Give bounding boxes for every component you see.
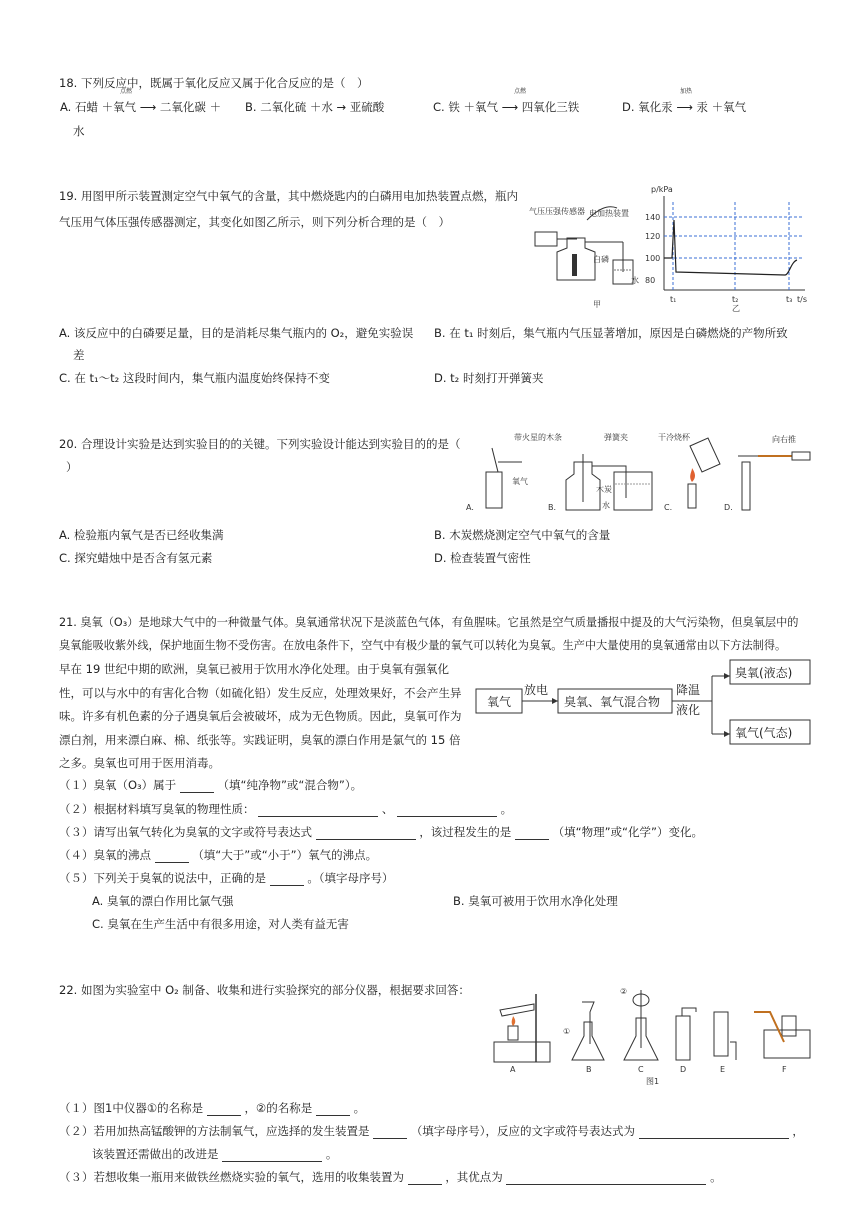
ytick-label: 120 <box>645 232 661 241</box>
q22-sub2-c: ， <box>792 1124 804 1138</box>
q19-option-a[interactable]: A. 该反应中的白磷要足量，目的是消耗尽集气瓶内的 O₂，避免实验误 <box>59 326 414 340</box>
q22-sub3 <box>59 1169 722 1185</box>
q21-sub2-blank2[interactable] <box>397 803 497 817</box>
q21-sub4-b: （填“大于”或“小于”）氧气的沸点。 <box>192 848 378 862</box>
exp-d <box>724 434 810 512</box>
flow-oxygen: 氧气 <box>487 695 512 709</box>
q21-flowchart <box>472 656 814 748</box>
ytick-label: 100 <box>645 254 661 263</box>
q21-sub5-option-a[interactable]: A. 臭氧的漂白作用比氯气强 <box>92 894 234 908</box>
label-yi: 乙 <box>732 304 740 313</box>
q21-sub4 <box>59 847 377 863</box>
q18-cond-c: 点燃 <box>514 88 527 95</box>
exp-a-gas: 氧气 <box>512 477 528 486</box>
exp-d-push: 向右推 <box>772 435 796 444</box>
marker-2: ② <box>620 987 628 996</box>
q21-text-line7: 之多。臭氧也可用于医用消毒。 <box>59 756 220 770</box>
q22-sub2-d: 该装置还需做出的改进是 <box>92 1147 219 1161</box>
q19-option-c[interactable]: C. 在 t₁～t₂ 这段时间内，集气瓶内温度始终保持不变 <box>59 371 330 385</box>
q20-option-c[interactable]: C. 探究蜡烛中是否含有氢元素 <box>59 551 213 565</box>
label-a: A <box>510 1065 516 1074</box>
q22-sub3-c: 。 <box>710 1170 722 1184</box>
xtick-t1: t₁ <box>670 295 677 304</box>
flow-discharge: 放电 <box>524 683 549 697</box>
marker-1: ① <box>563 1027 571 1036</box>
q21-sub1-b: （填“纯净物”或“混合物”）。 <box>217 778 363 792</box>
q19-option-d[interactable]: D. t₂ 时刻打开弹簧夹 <box>434 371 544 385</box>
q21-sub1 <box>59 777 362 793</box>
xtick-t3: t₃ <box>786 295 793 304</box>
label-d: D <box>680 1065 687 1074</box>
graph-ylabel: p/kPa <box>651 185 673 194</box>
flow-mixture: 臭氧、氧气混合物 <box>564 695 661 709</box>
q22-sub2-cont <box>92 1146 337 1162</box>
q22-sub3-blank2[interactable] <box>506 1171 706 1185</box>
q19-option-b[interactable]: B. 在 t₁ 时刻后，集气瓶内气压显著增加，原因是白磷燃烧的产物所致 <box>434 326 788 340</box>
label-jia: 甲 <box>593 300 601 309</box>
q21-sub2-blank1[interactable] <box>258 803 378 817</box>
q22-figure <box>486 982 816 1090</box>
q21-sub2 <box>59 801 512 817</box>
exp-a-label: A. <box>466 503 474 512</box>
xtick-t2: t₂ <box>732 295 739 304</box>
ytick-label: 80 <box>645 276 656 285</box>
exp-d-label: D. <box>724 503 733 512</box>
q19-option-a-cont: 差 <box>73 348 85 362</box>
flow-cool: 降温 <box>676 683 701 697</box>
q21-sub5-option-b[interactable]: B. 臭氧可被用于饮用水净化处理 <box>453 894 618 908</box>
q22-stem: 22. 如图为实验室中 O₂ 制备、收集和进行实验探究的部分仪器，根据要求回答： <box>59 983 470 997</box>
exp-c-label: C. <box>664 503 673 512</box>
water-label: 水 <box>631 276 639 285</box>
q19-stem-line1: 19. 用图甲所示装置测定空气中氧气的含量，其中燃烧匙内的白磷用电加热装置点燃，瓶内 <box>59 189 518 203</box>
q21-text-line1: 21. 臭氧（O₃）是地球大气中的一种微量气体。臭氧通常状况下是淡蓝色气体，有鱼腥味。它虽然是空气质量播报中提及的大气污染物，但臭氧层中的 <box>59 616 799 629</box>
q20-option-a[interactable]: A. 检验瓶内氧气是否已经收集满 <box>59 528 224 542</box>
q22-sub1-b: ，②的名称是 <box>244 1101 313 1115</box>
pressure-graph <box>645 185 807 313</box>
exp-a <box>466 432 562 512</box>
q21-text-line2: 臭氧能吸收紫外线，保护地面生物不受伤害。在放电条件下，空气中有极少量的氧气可以转化为臭氧。生产中大量使用的臭氧通常由以下方法制得。 <box>59 639 787 652</box>
flow-oxygen-gas: 氧气(气态) <box>735 726 793 740</box>
q18-option-a-cont: 水 <box>73 124 85 138</box>
q22-sub3-blank1[interactable] <box>408 1171 442 1185</box>
q21-sub5-a: （５）下列关于臭氧的说法中，正确的是 <box>59 871 266 885</box>
apparatus-jia <box>529 206 639 309</box>
exp-b-label: B. <box>548 503 557 512</box>
caption-fig1: 图1 <box>646 1077 660 1086</box>
q21-text-line5: 味。许多有机色素的分子遇臭氧后会被破坏，成为无色物质。因此，臭氧可作为 <box>59 709 462 723</box>
flow-ozone-liquid: 臭氧(液态) <box>735 666 793 680</box>
q21-text-line3: 早在 19 世纪中期的欧洲，臭氧已被用于饮用水净化处理。由于臭氧有强氧化 <box>59 662 449 676</box>
exp-b-charcoal: 木炭 <box>596 485 612 494</box>
q21-sub3-blank2[interactable] <box>515 826 549 840</box>
q22-sub2-blank3[interactable] <box>222 1148 322 1162</box>
flow-liquefy: 液化 <box>676 703 701 717</box>
q22-sub3-a: （３）若想收集一瓶用来做铁丝燃烧实验的氧气，选用的收集装置为 <box>59 1170 404 1184</box>
q21-sub4-a: （４）臭氧的沸点 <box>59 848 151 862</box>
q22-sub2-blank2[interactable] <box>639 1125 789 1139</box>
q21-sub2-c: 。 <box>500 802 513 816</box>
label-c: C <box>638 1065 644 1074</box>
apparatus-f <box>754 1012 810 1074</box>
q21-sub3-a: （３）请写出氧气转化为臭氧的文字或符号表达式 <box>59 825 312 839</box>
q21-sub1-a: （１）臭氧（O₃）属于 <box>59 778 177 792</box>
heater-label: 电加热装置 <box>589 209 629 218</box>
q21-sub5-b: 。（填字母序号） <box>307 871 394 885</box>
xunit: t/s <box>797 295 807 304</box>
q22-sub2-a: （２）若用加热高锰酸钾的方法制氧气，应选择的发生装置是 <box>59 1124 370 1138</box>
q22-sub1-c: 。 <box>353 1101 366 1115</box>
exp-c-cup: 干冷烧杯 <box>658 433 690 442</box>
exp-b <box>548 432 652 512</box>
q22-sub1-blank1[interactable] <box>207 1102 241 1116</box>
phosphorus-label: 白磷 <box>593 255 609 264</box>
q21-sub2-b: 、 <box>381 802 394 816</box>
q19-figure <box>527 180 817 315</box>
apparatus-d <box>676 1008 696 1074</box>
q18-option-c[interactable]: C. 铁 ＋氧气 ⟶ 四氧化三铁 <box>433 100 580 114</box>
exp-b-clip: 弹簧夹 <box>604 433 628 442</box>
q22-sub3-b: ，其优点为 <box>445 1170 503 1184</box>
apparatus-e <box>714 1012 736 1074</box>
ytick-label: 140 <box>645 213 661 222</box>
exp-a-splint: 带火星的木条 <box>514 433 562 442</box>
q21-sub5-option-c[interactable]: C. 臭氧在生产生活中有很多用途，对人类有益无害 <box>92 917 349 931</box>
label-e: E <box>720 1065 726 1074</box>
q20-option-d[interactable]: D. 检查装置气密性 <box>434 551 531 565</box>
q21-sub3 <box>59 824 703 840</box>
q22-sub2 <box>59 1123 804 1139</box>
q21-sub4-blank[interactable] <box>155 849 189 863</box>
q18-option-b[interactable]: B. 二氧化硫 ＋水 → 亚硫酸 <box>245 100 385 114</box>
apparatus-c <box>620 987 658 1074</box>
q21-sub5-blank[interactable] <box>270 872 304 886</box>
q18-option-a[interactable]: A. 石蜡 ＋氧气 ⟶ 二氧化碳 ＋ <box>60 100 222 114</box>
q22-sub1-blank2[interactable] <box>316 1102 350 1116</box>
q18-cond-a: 点燃 <box>120 88 133 95</box>
exp-b-water: 水 <box>602 501 610 510</box>
q22-sub1-a: （１）图1中仪器①的名称是 <box>59 1101 204 1115</box>
apparatus-b <box>563 1002 604 1074</box>
sensor-label: 气压压强传感器 <box>529 207 585 216</box>
q21-sub2-a: （２）根据材料填写臭氧的物理性质： <box>59 802 255 816</box>
q18-stem: 18. 下列反应中，既属于氧化反应又属于化合反应的是（ ） <box>59 76 369 90</box>
q21-sub3-b: ，该过程发生的是 <box>419 825 512 839</box>
q22-sub2-b: （填字母序号），反应的文字或符号表达式为 <box>410 1124 636 1138</box>
q18-cond-d: 加热 <box>680 88 693 95</box>
q21-sub5 <box>59 870 394 886</box>
q21-sub3-c: （填“物理”或“化学”）变化。 <box>552 825 703 839</box>
q20-stem-line2: ） <box>66 460 78 474</box>
pressure-curve <box>664 220 797 275</box>
q18-option-d[interactable]: D. 氧化汞 ⟶ 汞 ＋氧气 <box>622 100 747 114</box>
q22-sub1 <box>59 1100 365 1116</box>
q22-sub2-blank1[interactable] <box>373 1125 407 1139</box>
apparatus-a <box>494 994 550 1074</box>
exp-c <box>658 432 720 512</box>
q21-text-line6: 漂白剂，用来漂白麻、棉、纸张等。实践证明，臭氧的漂白作用是氯气的 15 倍 <box>59 733 461 747</box>
q21-text-line4: 性，可以与水中的有害化合物（如硫化铅）发生反应，处理效果好，不会产生异 <box>59 686 462 700</box>
label-f: F <box>782 1065 787 1074</box>
q20-figure <box>462 432 814 518</box>
q20-option-b[interactable]: B. 木炭燃烧测定空气中氧气的含量 <box>434 528 611 542</box>
q21-sub3-blank1[interactable] <box>316 826 416 840</box>
q21-sub1-blank[interactable] <box>180 779 214 793</box>
label-b: B <box>586 1065 592 1074</box>
sensor-box <box>535 232 557 246</box>
q20-stem-line1: 20. 合理设计实验是达到实验目的的关键。下列实验设计能达到实验目的的是（ <box>59 437 461 451</box>
q22-sub2-e: 。 <box>325 1147 338 1161</box>
q19-stem-line2: 气压用气体压强传感器测定，其变化如图乙所示，则下列分析合理的是（ ） <box>59 215 450 229</box>
